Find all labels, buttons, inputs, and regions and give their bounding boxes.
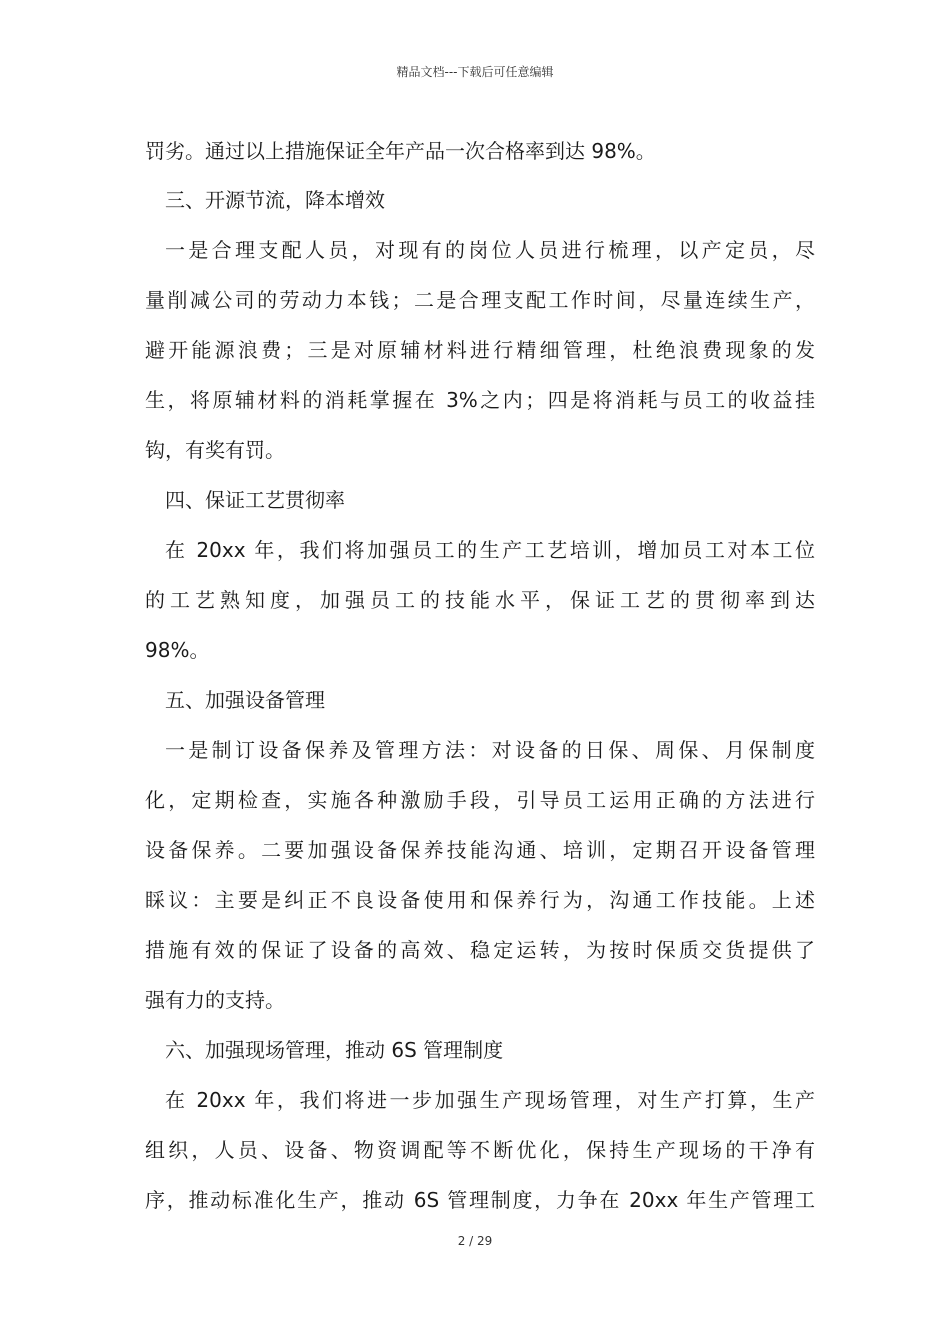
- text-line: 钩，有奖有罚。: [145, 438, 285, 462]
- text-line: 序，推动标准化生产，推动 6S 管理制度，力争在 20xx 年生产管理工: [145, 1188, 815, 1212]
- text-line: 生，将原辅材料的消耗掌握在 3%之内；四是将消耗与员工的收益挂: [145, 388, 815, 412]
- text-line: 强有力的支持。: [145, 988, 285, 1012]
- text-line: 睬议：主要是纠正不良设备使用和保养行为，沟通工作技能。上述: [145, 888, 815, 912]
- text-line: 在 20xx 年，我们将加强员工的生产工艺培训，增加员工对本工位: [165, 538, 815, 562]
- text-line: 98%。: [145, 638, 210, 662]
- text-line: 避开能源浪费；三是对原辅材料进行精细管理，杜绝浪费现象的发: [145, 338, 815, 362]
- text-line: 措施有效的保证了设备的高效、稳定运转，为按时保质交货提供了: [145, 938, 815, 962]
- section-heading: 六、加强现场管理，推动 6S 管理制度: [165, 1038, 504, 1062]
- text-line: 的工艺熟知度，加强员工的技能水平，保证工艺的贯彻率到达: [145, 588, 815, 612]
- text-line: 设备保养。二要加强设备保养技能沟通、培训，定期召开设备管理: [145, 838, 815, 862]
- text-line: 化，定期检查，实施各种激励手段，引导员工运用正确的方法进行: [145, 788, 815, 812]
- text-line: 组织，人员、设备、物资调配等不断优化，保持生产现场的干净有: [145, 1138, 815, 1162]
- section-heading: 四、保证工艺贯彻率: [165, 488, 345, 512]
- section-heading: 三、开源节流，降本增效: [165, 188, 385, 212]
- text-line: 在 20xx 年，我们将进一步加强生产现场管理，对生产打算，生产: [165, 1088, 815, 1112]
- text-line: 量削减公司的劳动力本钱；二是合理支配工作时间，尽量连续生产，: [145, 288, 815, 312]
- section-heading: 五、加强设备管理: [165, 688, 325, 712]
- page-number: 2 / 29: [457, 1234, 493, 1248]
- text-line: 一是制订设备保养及管理方法：对设备的日保、周保、月保制度: [165, 738, 815, 762]
- text-line: 一是合理支配人员，对现有的岗位人员进行梳理，以产定员，尽: [165, 238, 815, 262]
- page-header: 精品文档---下载后可任意编辑: [396, 65, 554, 79]
- text-line: 罚劣。通过以上措施保证全年产品一次合格率到达 98%。: [145, 139, 656, 163]
